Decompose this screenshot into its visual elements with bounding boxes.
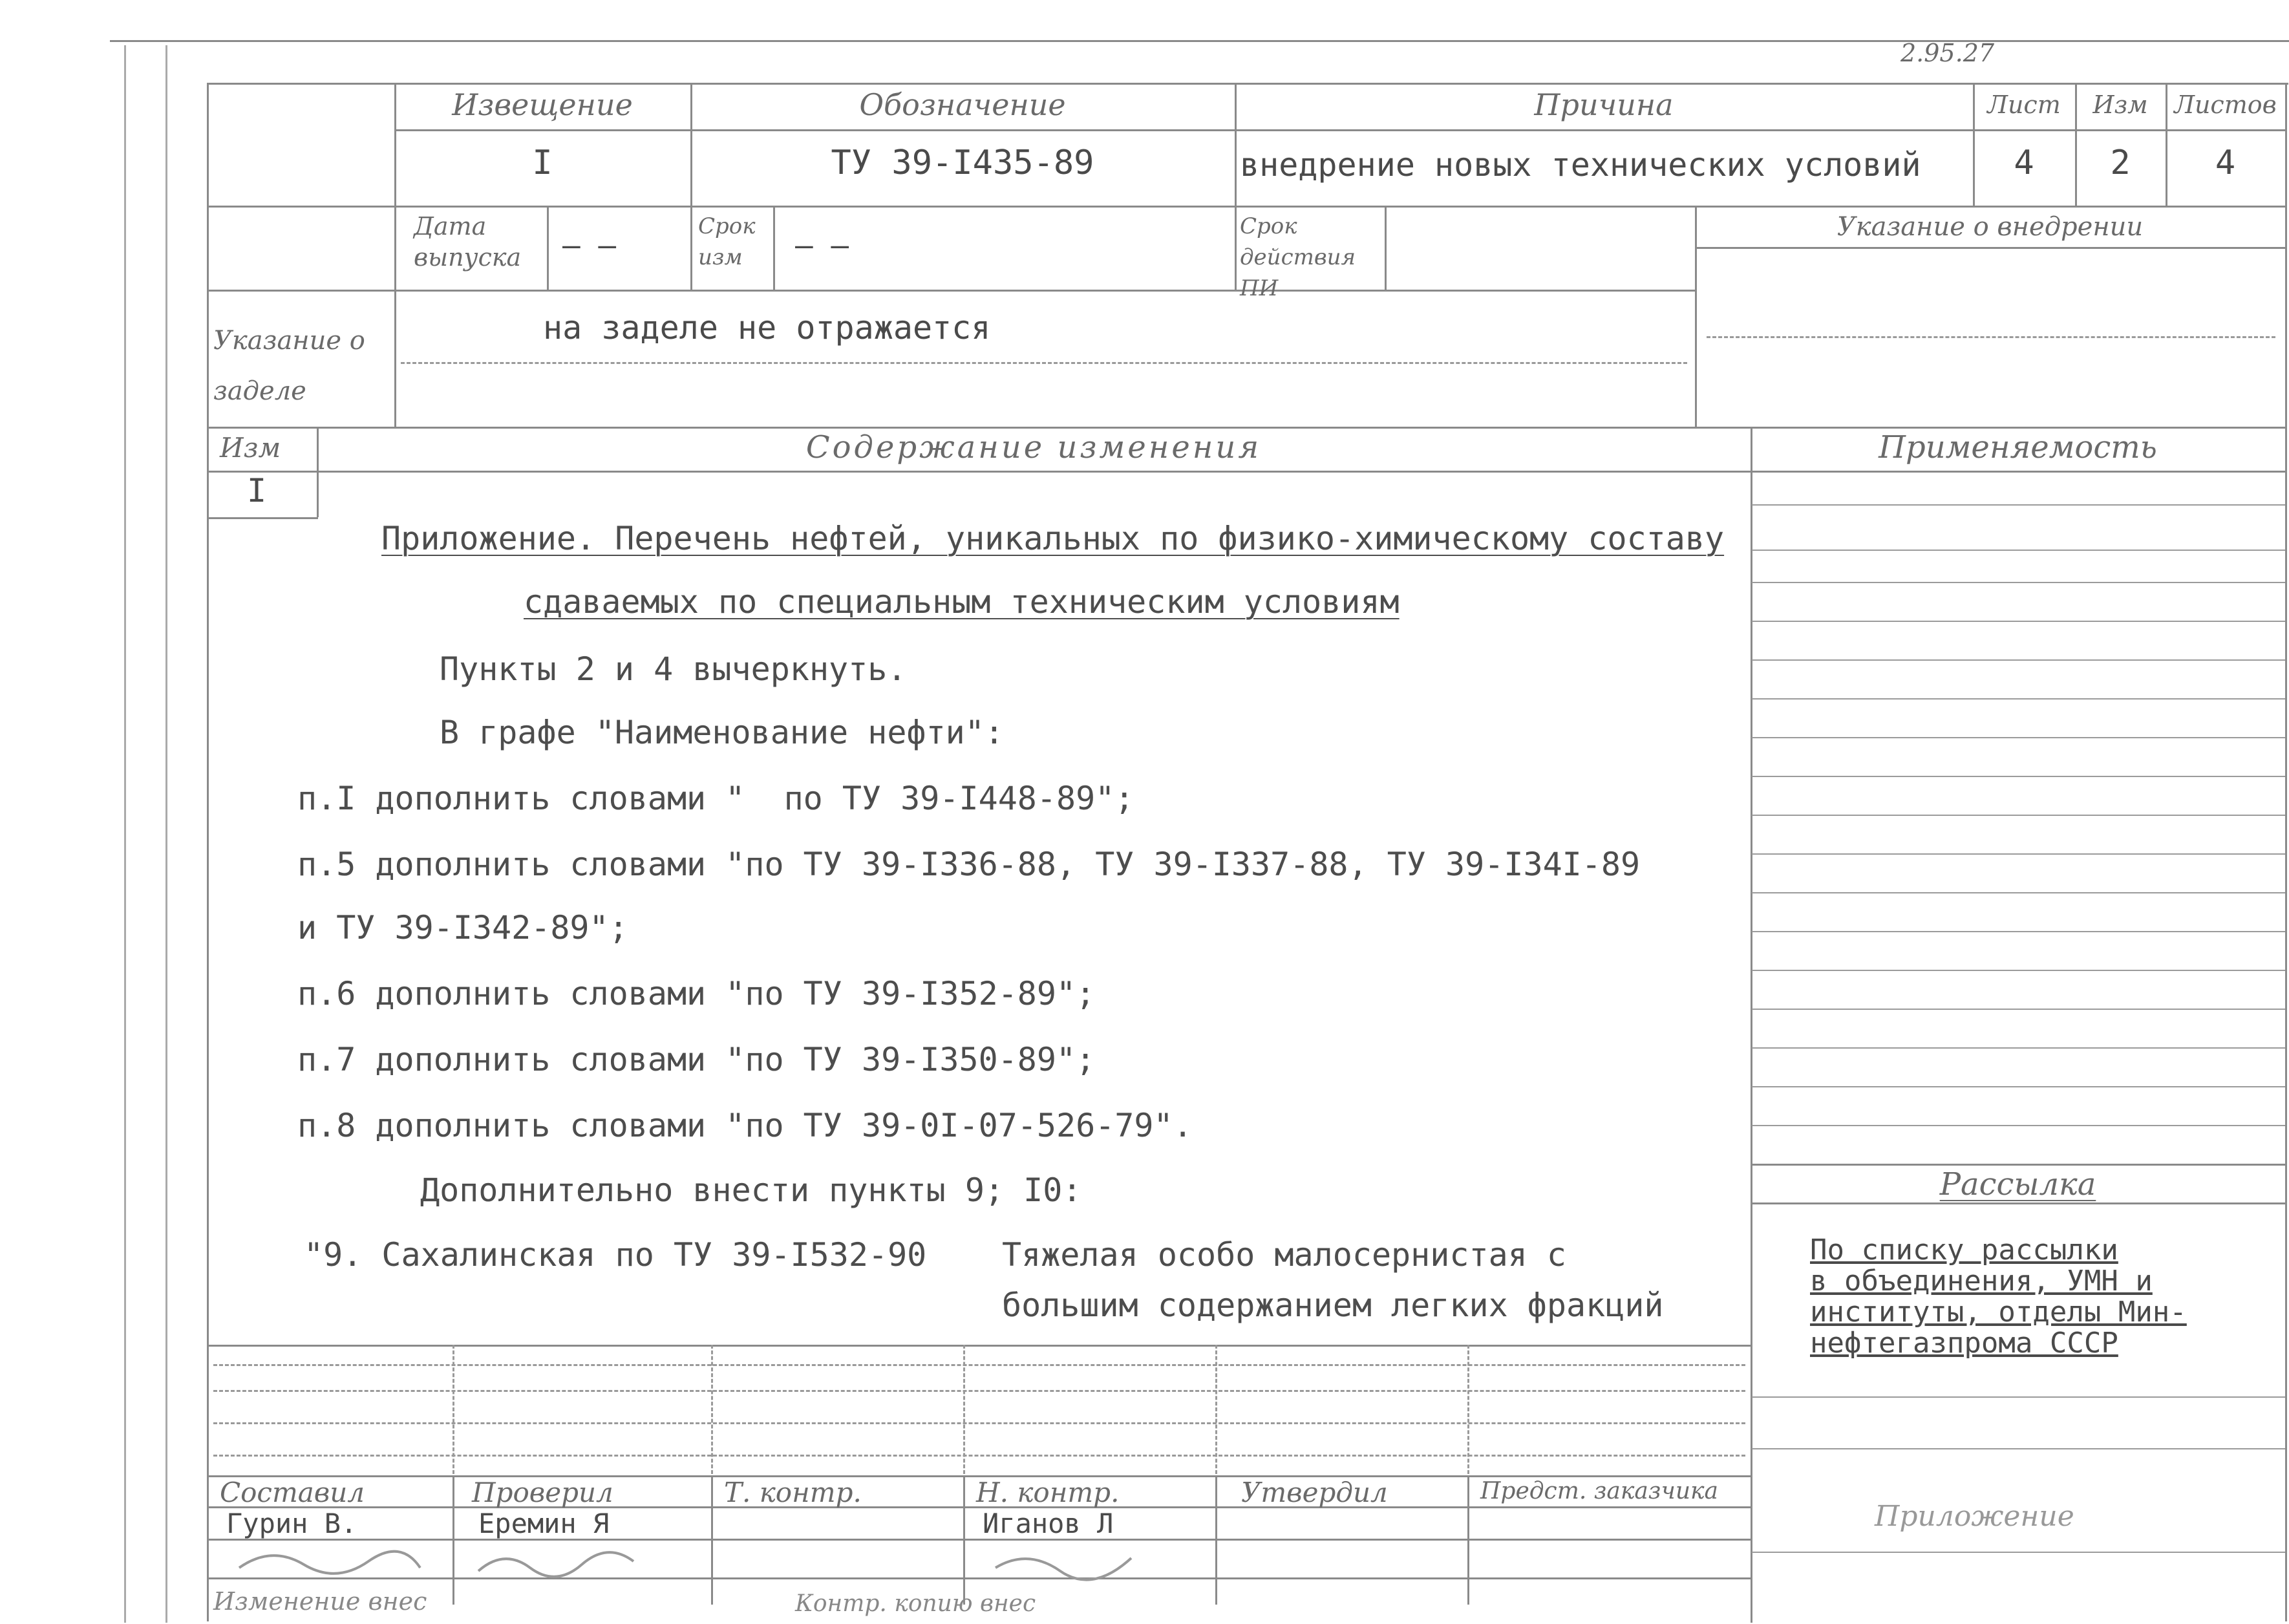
notice-value: I [532, 144, 553, 182]
izm-column-value: I [247, 472, 267, 509]
content-line: п.5 дополнить словами "по ТУ 39-I336-88, ТУ 39-I337-88, ТУ 39-I34I-89 [297, 846, 1641, 883]
change-value: 2 [2110, 144, 2131, 182]
representative-label: Предст. заказчика [1480, 1478, 1718, 1504]
sheet-value: 4 [2014, 144, 2034, 182]
bottom-left-note: Изменение внес [213, 1587, 427, 1616]
col-designation-label: Обозначение [859, 87, 1066, 122]
ncontrol-label: Н. контр. [976, 1477, 1120, 1508]
reason-value: внедрение новых технических условий [1240, 146, 1921, 184]
issue-date-value: — — [562, 228, 617, 262]
margin-line-2 [165, 45, 167, 1623]
content-line: Дополнительно внести пункты 9; I0: [420, 1171, 1082, 1209]
notice-introduction-label: Указание о внедрении [1837, 212, 2144, 242]
content-line: и ТУ 39-I342-89"; [297, 909, 628, 946]
distribution-line: в объединения, УМН и [1810, 1265, 2153, 1298]
col-change-label: Изм [2092, 91, 2148, 119]
bottom-mid-note: Контр. копию внес [795, 1590, 1036, 1617]
signature-ncontrol [983, 1542, 1151, 1587]
checked-label: Проверил [472, 1477, 613, 1508]
content-line: В графе "Наименование нефти": [440, 714, 1004, 751]
content-line: большим содержанием легких фракций [1002, 1287, 1664, 1324]
sheets-value: 4 [2215, 144, 2236, 182]
compiled-name: Гурин В. [226, 1508, 357, 1539]
content-line: Тяжелая особо малосернистая с [1002, 1236, 1566, 1274]
margin-line-1 [124, 45, 126, 1623]
appendix-label: Приложение [1875, 1500, 2074, 1533]
content-line: п.6 дополнить словами "по ТУ 39-I352-89"; [297, 975, 1096, 1012]
content-line: п.I дополнить словами " по ТУ 39-I448-89"; [297, 780, 1134, 817]
content-line: сдаваемых по специальным техническим условиям [524, 583, 1400, 621]
content-line: Приложение. Перечень нефтей, уникальных по физико-химическому составу [381, 520, 1725, 557]
content-line: п.8 дополнить словами "по ТУ 39-0I-07-526-79". [297, 1107, 1193, 1144]
frame-right [2285, 83, 2287, 1621]
backlog-value: на заделе не отражается [543, 309, 991, 347]
checked-name: Еремин Я [478, 1508, 610, 1539]
backlog-label: Указание о заделе [213, 326, 365, 406]
distribution-line: нефтегазпрома СССР [1810, 1327, 2118, 1360]
frame-left [207, 83, 209, 1621]
term-value: — — [795, 228, 849, 262]
content-line: Пункты 2 и 4 вычеркнуть. [440, 650, 907, 688]
content-line: "9. Сахалинская по ТУ 39-I532-90 [304, 1236, 927, 1274]
col-notice-label: Извещение [452, 87, 633, 122]
distribution-line: институты, отделы Мин- [1810, 1296, 2187, 1329]
col-reason-label: Причина [1534, 87, 1674, 122]
signature-checked [472, 1542, 640, 1587]
content-line: п.7 дополнить словами "по ТУ 39-I350-89"; [297, 1041, 1096, 1078]
approved-label: Утвердил [1241, 1477, 1388, 1508]
designation-value: ТУ 39-I435-89 [831, 144, 1094, 182]
col-sheets-label: Листов [2174, 91, 2277, 119]
applicability-heading: Применяемость [1879, 429, 2157, 465]
distribution-heading: Рассылка [1939, 1166, 2096, 1202]
izm-column-label: Изм [220, 432, 281, 464]
validity-label: Срок действия ПИ [1240, 213, 1356, 301]
col-sheet-label: Лист [1987, 91, 2061, 119]
signature-compiled [233, 1542, 427, 1587]
content-heading: Содержание изменения [805, 429, 1262, 465]
issue-date-label: Дата выпуска [414, 212, 522, 272]
tcontrol-label: Т. контр. [724, 1477, 862, 1508]
compiled-label: Составил [220, 1477, 365, 1508]
distribution-line: По списку рассылки [1810, 1234, 2118, 1266]
ncontrol-name: Иганов Л [983, 1508, 1114, 1539]
term-label: Срок изм [698, 213, 756, 270]
header-rule [207, 83, 2288, 85]
corner-ref: 2.95.27 [1900, 39, 1995, 67]
